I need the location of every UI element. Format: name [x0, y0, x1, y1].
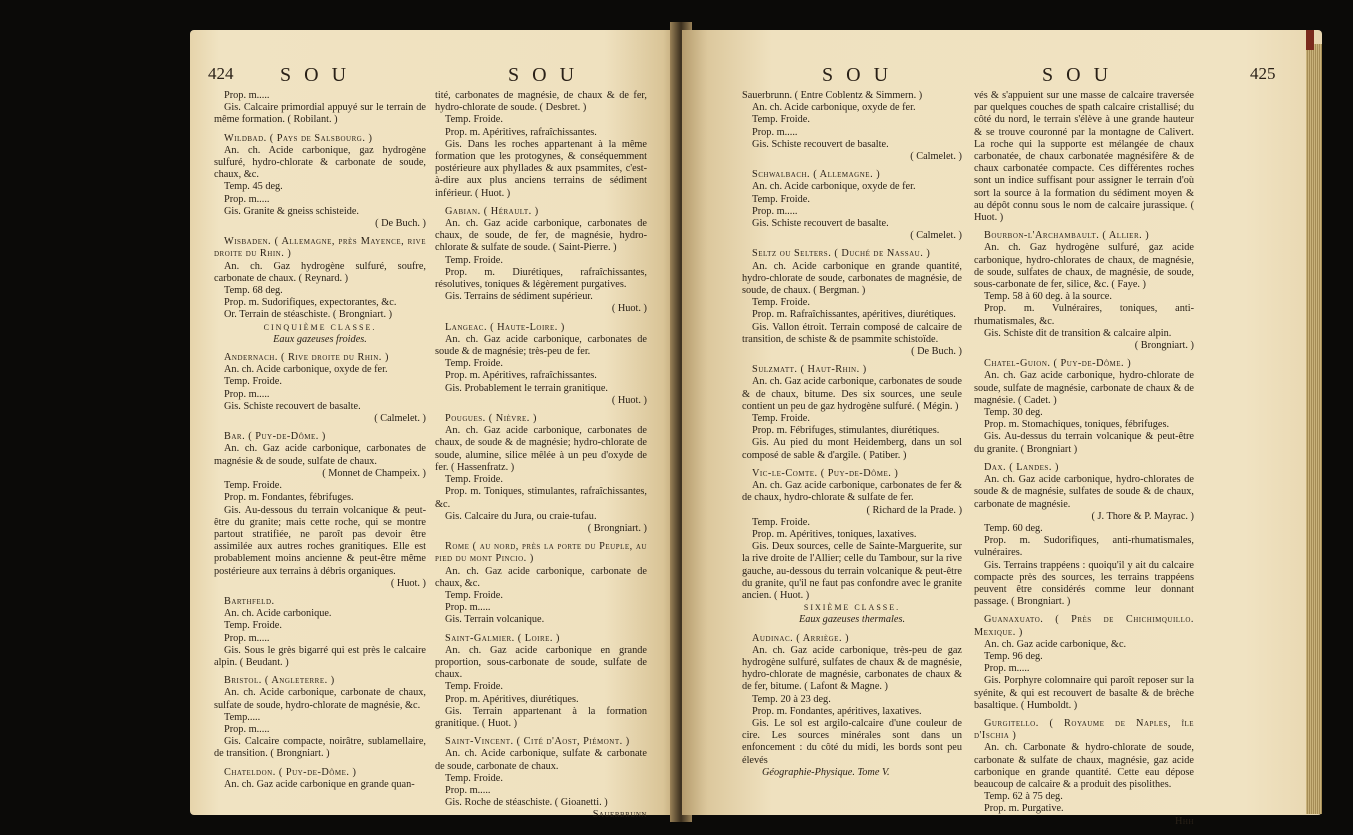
text-line: Prop. m..... [224, 193, 270, 205]
right-page [682, 30, 1322, 827]
text-line: Bristol. ( Angleterre. ) [224, 675, 335, 687]
running-head-right-1: S O U [822, 64, 893, 86]
right-column-1 [742, 90, 962, 779]
text-line: Prop. m. Stomachiques, toniques, fébrifuges. [984, 419, 1170, 431]
text-line: ( Huot. ) [611, 394, 647, 406]
text-line: Temp. Froide. [752, 297, 810, 309]
text-line: Audinac. ( Arriège. ) [752, 632, 850, 644]
text-line: Temp. 45 deg. [224, 181, 283, 193]
text-line: tité, carbonates de magnésie, de chaux & de fer, hydro-chlorate de soude. ( Desbret. ) [435, 90, 647, 114]
text-line: Rome ( au nord, près la porte du Peuple, au pied du mont Pincio. ) [435, 541, 647, 565]
text-line: Prop. m. Fébrifuges, stimulantes, diurétiques. [752, 425, 940, 437]
text-line: Gabian. ( Hérault. ) [445, 205, 539, 217]
text-line: Temp. Froide. [224, 480, 282, 492]
right-column-2 [974, 90, 1194, 828]
text-line: An. ch. Gaz hydrogène sulfuré, soufre, carbonate de chaux. ( Reynard. ) [214, 260, 426, 284]
text-line: SIXIÈME CLASSE. [803, 603, 901, 613]
text-line: Prop. m..... [224, 723, 270, 735]
text-line: ( Brongniart. ) [587, 522, 647, 534]
text-line: Gis. Calcaire compacte, noirâtre, sublamellaire, de transition. ( Brongniart. ) [214, 736, 426, 760]
text-line: Temp. Froide. [224, 376, 282, 388]
text-line: An. ch. Acide carbonique. [224, 608, 332, 620]
text-line: Géographie-Physique. Tome V. [762, 766, 890, 778]
text-line: Gis. Granite & gneiss schisteide. [224, 205, 359, 217]
text-line: Gis. Au-dessus du terrain volcanique & peut-être du granite. ( Brongniart ) [974, 431, 1194, 455]
text-line: Hhh [1174, 815, 1194, 827]
text-line: Temp. 68 deg. [224, 285, 283, 297]
text-line: Prop. m. Diurétiques, rafraîchissantes, résolutives, toniques & légèrement purgatives. [435, 266, 647, 291]
text-line: Chateldon. ( Puy-de-Dôme. ) [224, 766, 357, 778]
text-line: Temp. 58 à 60 deg. à la source. [984, 291, 1112, 303]
text-line: An. ch. Gaz acide carbonique, carbonates de fer & de chaux, hydro-chlorate & sulfate de fer. [742, 480, 962, 504]
text-line: Gis. Schiste recouvert de basalte. [752, 138, 889, 150]
text-line: Prop. m. Toniques, stimulantes, rafraîchissantes, &c. [435, 486, 647, 510]
page-number-right: 425 [1250, 64, 1276, 83]
text-line: An. ch. Gaz acide carbonique en grande quan- [224, 778, 415, 790]
text-line: vés & s'appuient sur une masse de calcaire traversée par quelques couches de spath calcaire cristallisé; du côté du nord, le terrain s'élève à une grande hauteur & se trouve couronné par la montagne de Calivert. La roche qui la supporte est mélangée de chaux carbonatée, de chaux carbonatée magnésifère & de chaux carbonatée compacte. Ces différentes roches sont un indice suffisant pour assigner le terrain d'où sort la source à la formation du sédiment moyen & au dépôt connu sous le nom de calcaire jurassique. ( Huot. ) [974, 90, 1194, 224]
text-line: Temp. 30 deg. [984, 407, 1043, 419]
text-line: Temp. Froide. [752, 193, 810, 205]
text-line: ( De Buch. ) [911, 346, 962, 358]
text-line: Prop. m. Rafraîchissantes, apéritives, diurétiques. [752, 309, 956, 321]
text-line: ( Calmelet. ) [374, 413, 426, 425]
text-line: Prop. m. Sudorifiques, expectorantes, &c. [224, 297, 397, 309]
text-line: ( De Buch. ) [375, 218, 426, 230]
text-line: An. ch. Gaz acide carbonique, très-peu de gaz hydrogène sulfuré, sulfates de chaux & de magnésie, hydro-chlorate de magnésie, carbonates de chaux & de fer, bitume. ( Lafont & Magne. ) [742, 644, 962, 693]
text-line: An. ch. Acide carbonique, sulfate & carbonate de soude, carbonate de chaux. [435, 748, 647, 772]
text-line: Eaux gazeuses froides. [273, 333, 367, 345]
text-line: ( Huot. ) [390, 577, 426, 589]
text-line: Gis. Schiste recouvert de basalte. [224, 400, 361, 412]
text-line: Gis. Deux sources, celle de Sainte-Marguerite, sur la rive droite de l'Allier; celle du Tambour, sur la rive gauche, au-dessous du terrain volcanique & peut-être du granite, qu'il ne faut pas confondre avec le granite ancien. ( Huot. ) [742, 541, 962, 601]
text-line: An. ch. Acide carbonique, gaz hydrogène sulfuré, hydro-chlorate & carbonate de soude, chaux, &c. [214, 144, 426, 181]
text-line: Gis. Terrains de sédiment supérieur. [445, 291, 593, 303]
running-head-left-1: S O U [280, 64, 351, 86]
text-line: Temp. Froide. [752, 516, 810, 528]
text-line: Prop. m. Apéritives, diurétiques. [445, 693, 579, 705]
text-line: Guanaxuato. ( Près de Chichimquillo. Mexique. ) [974, 614, 1194, 638]
running-head-left-2: S O U [508, 64, 579, 86]
text-line: Temp. Froide. [445, 772, 503, 784]
text-line: ( Monnet de Champeix. ) [322, 467, 426, 479]
left-page [190, 30, 678, 821]
text-line: Temp. Froide. [445, 358, 503, 370]
text-line: An. ch. Gaz acide carbonique, &c. [984, 638, 1127, 650]
text-line: Prop. m. Purgative. [984, 803, 1064, 815]
text-line: Gis. Porphyre colomnaire qui paroît reposer sur la syénite, & qui est recouvert de basalte & de brèche basaltique. ( Humboldt. ) [974, 675, 1194, 711]
bookmark-ribbon [1306, 30, 1314, 50]
text-line: Prop. m..... [984, 663, 1030, 675]
text-line: Prop. m. Apéritives, rafraîchissantes. [445, 370, 597, 382]
text-line: Temp. 62 à 75 deg. [984, 791, 1063, 803]
text-line: Temp..... [224, 711, 261, 723]
text-line: An. ch. Acide carbonique, oxyde de fer. [224, 364, 388, 376]
text-line: An. ch. Gaz acide carbonique, carbonates de chaux, de soude, de fer, de magnésie, hydro-chlorate & sulfate de soude. ( Saint-Pierre. ) [435, 218, 647, 254]
text-line: An. ch. Acide carbonique, oxyde de fer. [752, 181, 916, 193]
text-line: Wisbaden. ( Allemagne, près Mayence, rive droite du Rhin. ) [214, 236, 426, 260]
text-line: Bourbon-l'Archambault. ( Allier. ) [984, 230, 1150, 242]
text-line: Gis. Sous le grès bigarré qui est près le calcaire alpin. ( Beudant. ) [214, 644, 426, 668]
text-line: Prop. m. Apéritives, rafraîchissantes. [445, 126, 597, 138]
text-line: An. ch. Gaz acide carbonique, carbonates de soude & de magnésie; très-peu de fer. [435, 333, 647, 358]
text-line: Vic-le-Comte. ( Puy-de-Dôme. ) [752, 467, 899, 479]
text-line: Prop. m..... [445, 602, 491, 614]
text-line: Andernach. ( Rive droite du Rhin. ) [224, 352, 389, 364]
text-line: Temp. Froide. [445, 114, 503, 126]
text-line: CINQUIÈME CLASSE. [263, 322, 377, 332]
text-line: An. ch. Gaz acide carbonique, carbonates de magnésie & de soude, sulfate de chaux. [214, 443, 426, 467]
text-line: ( Calmelet. ) [910, 230, 962, 242]
text-line: Temp. Froide. [752, 114, 810, 126]
text-line: Temp. 96 deg. [984, 650, 1043, 662]
text-line: Gis. Schiste dit de transition & calcaire alpin. [984, 327, 1172, 339]
text-line: Pougues. ( Nièvre. ) [445, 413, 537, 425]
text-line: Gis. Terrain volcanique. [445, 614, 545, 626]
text-line: Prop. m..... [224, 388, 270, 400]
open-book [190, 22, 1320, 827]
text-line: Chatel-Guion. ( Puy-de-Dôme. ) [984, 358, 1132, 370]
text-line: Temp. Froide. [445, 254, 503, 266]
text-line: An. ch. Gaz acide carbonique, hydro-chlorate de soude, sulfate de magnésie, carbonate de chaux & de magnésie. ( Cadet. ) [974, 370, 1194, 406]
text-line: Gis. Le sol est argilo-calcaire d'une couleur de cire. Les sources minérales sont dans un enfoncement : du côté du midi, les bords sont peu élevés [742, 717, 962, 766]
text-line: Gis. Terrain appartenant à la formation granitique. ( Huot. ) [435, 705, 647, 729]
text-line: Dax. ( Landes. ) [984, 461, 1059, 473]
running-head-right-2: S O U [1042, 64, 1113, 86]
text-line: Sulzmatt. ( Haut-Rhin. ) [752, 364, 867, 376]
text-line: Wildbad. ( Pays de Salsbourg. ) [224, 132, 373, 144]
text-line: ( Huot. ) [611, 303, 647, 315]
left-column-2 [435, 90, 647, 822]
text-line: An. ch. Carbonate & hydro-chlorate de soude, carbonate & sulfate de chaux, magnésie, gaz acide carbonique en grande quantité. Cette eau dépose beaucoup de calcaire & a produit des pisolithes. [974, 742, 1194, 790]
text-line: An. ch. Acide carbonique, carbonate de chaux, sulfate de soude, hydro-chlorate de magnésie, &c. [214, 687, 426, 711]
text-line: Temp. 20 à 23 deg. [752, 693, 831, 705]
text-line: Prop. m..... [224, 632, 270, 644]
text-line: Bar. ( Puy-de-Dôme. ) [224, 431, 326, 443]
text-line: Gis. Au-dessous du terrain volcanique & peut-être du granite; mais cette roche, qui se montre partout stratifiée, ne paroît pas devoir être assimilée aux autres roches granitiques. Elle est probablement moins ancienne & peut-être même postérieure aux terrains à débris organiques. [214, 504, 426, 577]
text-line: Gurgitello. ( Royaume de Naples, île d'Ischia ) [974, 717, 1194, 742]
text-line: Temp. Froide. [445, 589, 503, 601]
text-line: Temp. Froide. [445, 474, 503, 486]
text-line: An. ch. Gaz acide carbonique, hydro-chlorates de soude & de magnésie, sulfates de soude & de chaux, carbonate de magnésie. [974, 474, 1194, 510]
text-line: Gis. Au pied du mont Heidemberg, dans un sol composé de sable & d'argile. ( Patiber. ) [742, 437, 962, 461]
text-line: Prop. m. Sudorifiques, anti-rhumatismales, vulnéraires. [974, 535, 1194, 559]
text-line: Saint-Galmier. ( Loire. ) [445, 632, 560, 644]
text-line: Prop. m..... [224, 90, 270, 101]
text-line: ( Calmelet. ) [910, 151, 962, 163]
text-line: An. ch. Gaz acide carbonique, carbonates de soude & de chaux, bitume. Des six sources, une seule contient un peu de gaz hydrogène sulfuré. ( Mégin. ) [742, 376, 962, 412]
text-line: Barthfeld. [224, 595, 275, 607]
text-line: Saint-Vincent. ( Cité d'Aost, Piémont. ) [445, 736, 630, 748]
text-line: Gis. Probablement le terrain granitique. [445, 382, 608, 394]
text-line: Gis. Calcaire primordial appuyé sur le terrain de même formation. ( Robilant. ) [214, 102, 426, 126]
text-line: Gis. Dans les roches appartenant à la même formation que les protogynes, & conséquemment postérieure aux phyllades & aux psammites, c'est-à-dire aux plus anciens terrains de sédiment inférieur. ( Huot. ) [435, 138, 647, 199]
text-line: Prop. m. Vulnéraires, toniques, anti-rhumatismales, &c. [974, 303, 1194, 327]
text-line: Or. Terrain de stéaschiste. ( Brongniart. ) [224, 309, 393, 321]
page-number-left: 424 [208, 64, 234, 83]
text-line: Seltz ou Selters. ( Duché de Nassau. ) [752, 248, 931, 260]
text-line: Gis. Calcaire du Jura, ou craie-tufau. [445, 510, 597, 522]
text-line: Prop. m. Apéritives, toniques, laxatives. [752, 528, 917, 540]
text-line: ( J. Thore & P. Mayrac. ) [1091, 510, 1194, 522]
text-line: An. ch. Gaz hydrogène sulfuré, gaz acide carbonique, hydro-chlorates de chaux, de magnésie, de soude, sulfates de chaux, de magnésie, de soude, sous-carbonate de fer, silice, &c. ( Faye. ) [974, 242, 1194, 291]
text-line: An. ch. Gaz acide carbonique en grande proportion, sous-carbonate de soude, sulfate de chaux. [435, 644, 647, 681]
text-line: Prop. m..... [445, 784, 491, 796]
text-line: Sauerbrunn [592, 809, 647, 821]
text-line: Temp. Froide. [224, 620, 282, 632]
text-line: Prop. m..... [752, 205, 798, 217]
text-line: ( Brongniart. ) [1134, 340, 1194, 352]
text-line: An. ch. Acide carbonique, oxyde de fer. [752, 102, 916, 114]
left-column-1 [214, 90, 426, 791]
text-line: Temp. Froide. [752, 413, 810, 425]
page-edges [1306, 44, 1322, 814]
text-line: Langeac. ( Haute-Loire. ) [445, 321, 565, 333]
text-line: Gis. Roche de stéaschiste. ( Gioanetti. ) [445, 797, 608, 809]
text-line: Sauerbrunn. ( Entre Coblentz & Simmern. ) [742, 90, 923, 101]
text-line: Temp. 60 deg. [984, 522, 1043, 534]
text-line: Eaux gazeuses thermales. [798, 614, 906, 626]
text-line: An. ch. Acide carbonique en grande quantité, hydro-chlorate de soude, carbonates de magnésie, de soude, de chaux. ( Bergman. ) [742, 260, 962, 297]
text-line: An. ch. Gaz acide carbonique, carbonates de chaux, de soude & de magnésie; hydro-chlorate de soude, alumine, silice mêlée à un peu d'oxyde de fer. ( Hassenfratz. ) [435, 425, 647, 473]
text-line: An. ch. Gaz acide carbonique, carbonate de chaux, &c. [435, 565, 647, 589]
text-line: Prop. m. Fondantes, fébrifuges. [224, 492, 354, 504]
text-line: Prop. m..... [752, 126, 798, 138]
text-line: ( Richard de la Prade. ) [866, 504, 962, 516]
text-line: Gis. Terrains trappéens : quoiqu'il y ait du calcaire compacte près des sources, les terrains trappéens peuvent être considérés comme leur donnant passage. ( Brongniart. ) [974, 559, 1194, 608]
text-line: Schwalbach. ( Allemagne. ) [752, 169, 881, 181]
text-line: Temp. Froide. [445, 681, 503, 693]
text-line: Prop. m. Fondantes, apéritives, laxatives. [752, 705, 922, 717]
text-line: Gis. Schiste recouvert de basalte. [752, 218, 889, 230]
text-line: Gis. Vallon étroit. Terrain composé de calcaire de transition, de schiste & de psammite schistoïde. [742, 321, 962, 345]
